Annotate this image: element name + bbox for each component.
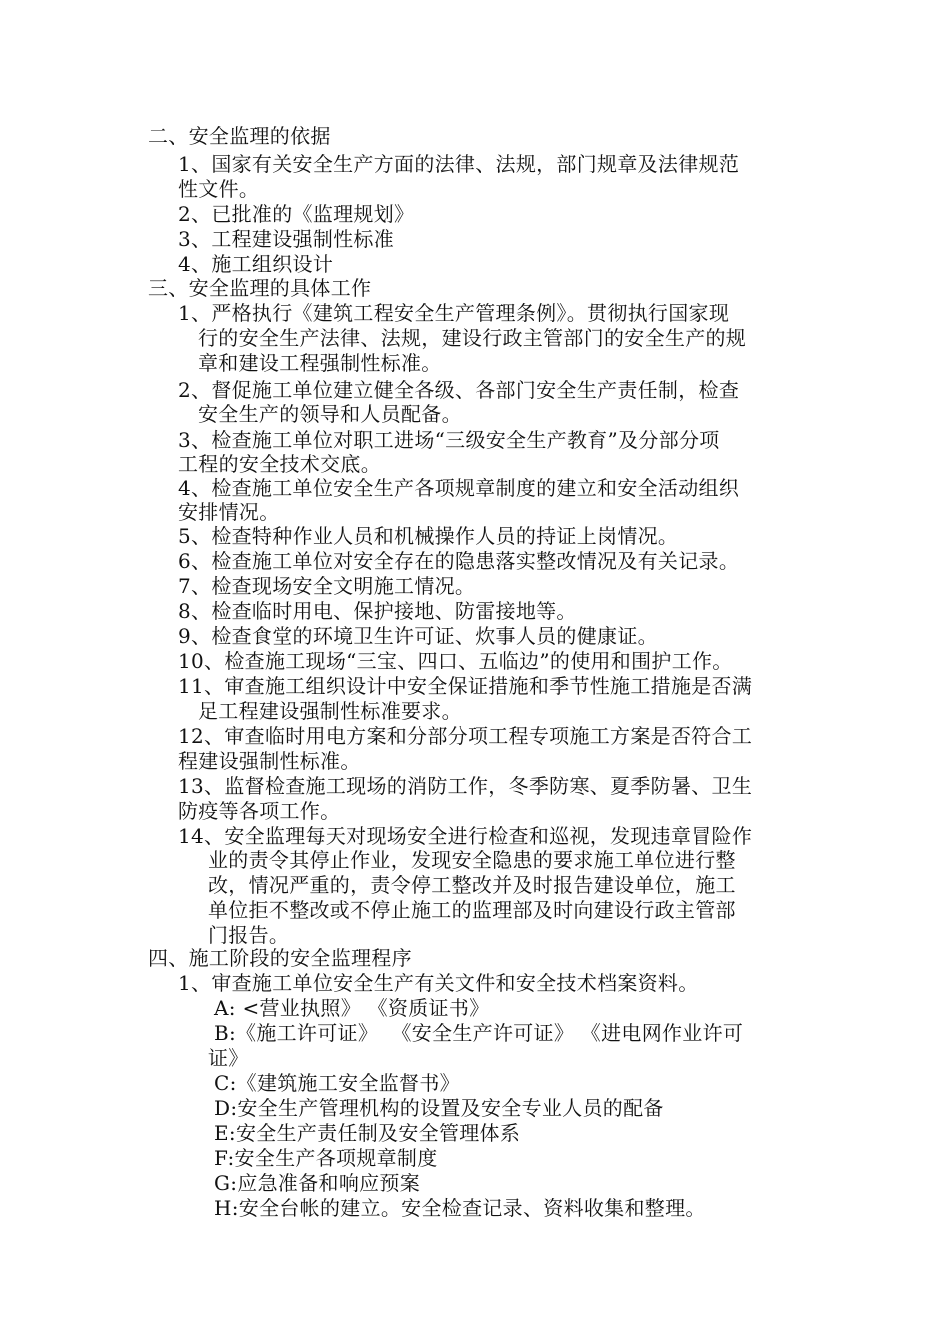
list-item: 9、检查食堂的环境卫生许可证、炊事人员的健康证。: [178, 624, 658, 648]
list-item: 2、督促施工单位建立健全各级、各部门安全生产责任制，检查: [178, 378, 740, 402]
sub-item: E:安全生产责任制及安全管理体系: [214, 1121, 521, 1145]
list-item: 1、严格执行《建筑工程安全生产管理条例》。贯彻执行国家现: [178, 301, 730, 325]
list-item-continuation: 程建设强制性标准。: [178, 749, 361, 773]
list-item-continuation: 门报告。: [208, 923, 290, 947]
list-item: 10、检查施工现场“三宝、四口、五临边”的使用和围护工作。: [178, 649, 733, 673]
list-item: 11、审查施工组织设计中安全保证措施和季节性施工措施是否满: [178, 674, 753, 698]
sub-item-continuation: 证》: [208, 1046, 249, 1070]
list-item: 12、审查临时用电方案和分部分项工程专项施工方案是否符合工: [178, 724, 753, 748]
sub-item: D:安全生产管理机构的设置及安全专业人员的配备: [214, 1096, 664, 1120]
list-item-continuation: 改，情况严重的，责令停工整改并及时报告建设单位，施工: [208, 873, 736, 897]
list-item: 3、检查施工单位对职工进场“三级安全生产教育”及分部分项: [178, 428, 720, 452]
list-item-continuation: 足工程建设强制性标准要求。: [198, 699, 462, 723]
list-item-continuation: 章和建设工程强制性标准。: [198, 351, 442, 375]
sub-item: F:安全生产各项规章制度: [214, 1146, 438, 1170]
list-item: 2、已批准的《监理规划》: [178, 202, 415, 226]
list-item-continuation: 安全生产的领导和人员配备。: [198, 402, 462, 426]
list-item: 6、检查施工单位对安全存在的隐患落实整改情况及有关记录。: [178, 549, 740, 573]
list-item: 4、施工组织设计: [178, 252, 334, 276]
list-item-continuation: 业的责令其停止作业，发现安全隐患的要求施工单位进行整: [208, 848, 736, 872]
section-heading: 二、安全监理的依据: [148, 124, 331, 148]
list-item-continuation: 单位拒不整改或不停止施工的监理部及时向建设行政主管部: [208, 898, 736, 922]
list-item: 5、检查特种作业人员和机械操作人员的持证上岗情况。: [178, 524, 679, 548]
section-heading: 四、施工阶段的安全监理程序: [148, 946, 412, 970]
list-item: 8、检查临时用电、保护接地、防雷接地等。: [178, 599, 577, 623]
list-item-continuation: 性文件。: [178, 177, 260, 201]
sub-item: G:应急准备和响应预案: [214, 1171, 421, 1195]
sub-item: H:安全台帐的建立。安全检查记录、资料收集和整理。: [214, 1196, 706, 1220]
list-item: 13、监督检查施工现场的消防工作，冬季防寒、夏季防暑、卫生: [178, 774, 753, 798]
sub-item: A: <营业执照》 《资质证书》: [214, 996, 490, 1020]
list-item-continuation: 行的安全生产法律、法规，建设行政主管部门的安全生产的规: [198, 326, 747, 350]
list-item-continuation: 防疫等各项工作。: [178, 799, 341, 823]
list-item: 1、国家有关安全生产方面的法律、法规，部门规章及法律规范: [178, 152, 740, 176]
list-item: 1、审查施工单位安全生产有关文件和安全技术档案资料。: [178, 971, 699, 995]
sub-item: B:《施工许可证》 《安全生产许可证》 《进电网作业许可: [214, 1021, 744, 1045]
list-item: 14、安全监理每天对现场安全进行检查和巡视，发现违章冒险作: [178, 824, 753, 848]
list-item-continuation: 工程的安全技术交底。: [178, 452, 381, 476]
section-heading: 三、安全监理的具体工作: [148, 276, 372, 300]
sub-item: C:《建筑施工安全监督书》: [214, 1071, 460, 1095]
list-item: 7、检查现场安全文明施工情况。: [178, 574, 476, 598]
list-item-continuation: 安排情况。: [178, 500, 280, 524]
list-item: 4、检查施工单位安全生产各项规章制度的建立和安全活动组织: [178, 476, 740, 500]
list-item: 3、工程建设强制性标准: [178, 227, 395, 251]
